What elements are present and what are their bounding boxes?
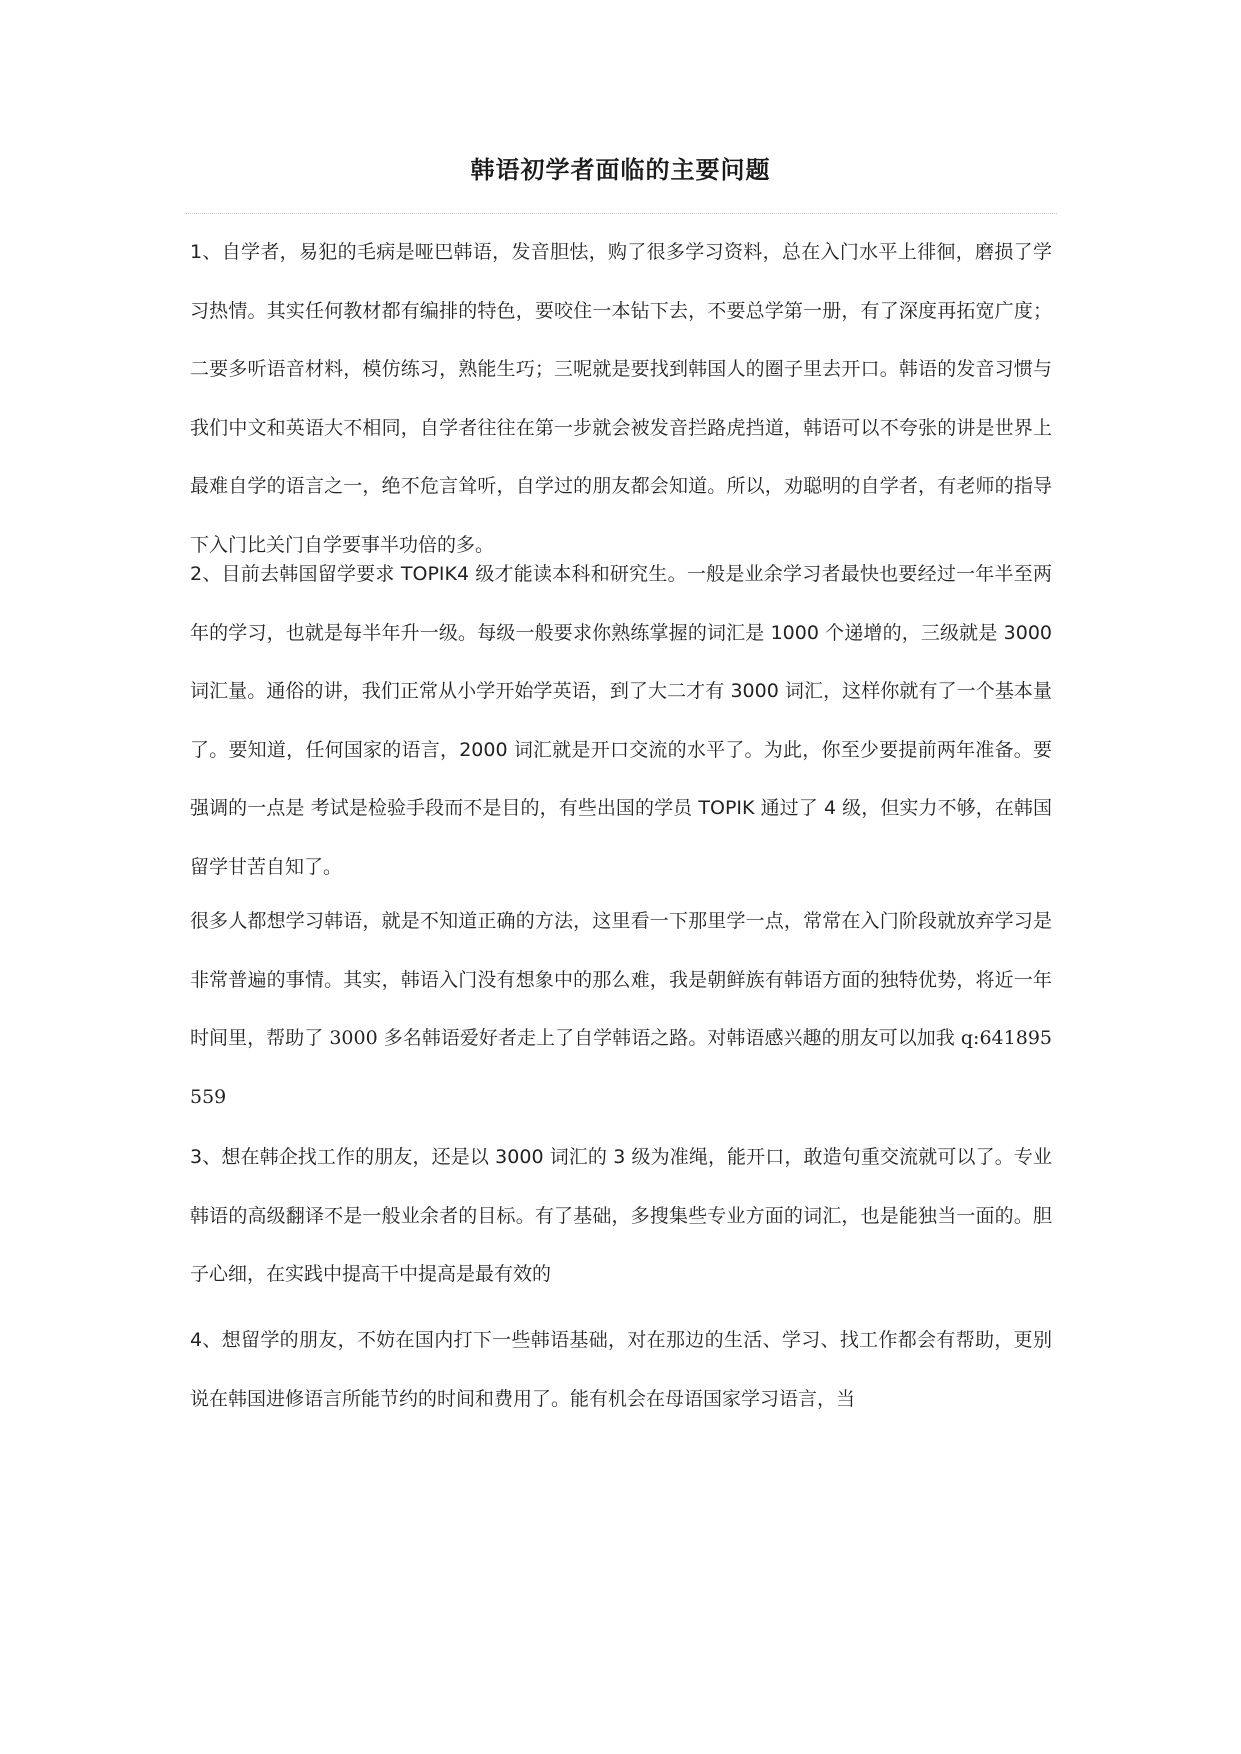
title-divider — [185, 213, 1057, 214]
document-title: 韩语初学者面临的主要问题 — [470, 156, 771, 184]
paragraph-1: 1、自学者，易犯的毛病是哑巴韩语，发音胆怯，购了很多学习资料，总在入门水平上徘徊，磨损了学习热情。其实任何教材都有编排的特色，要咬住一本钻下去，不要总学第一册，有了深度再拓宽广度；二要多听语音材料，模仿练习，熟能生巧；三呢就是要找到韩国人的圈子里去开口。韩语的发音习惯与我们中文和英语大不相同，自学者往往在第一步就会被发音拦路虎挡道，韩语可以不夸张的讲是世界上最难自学的语言之一，绝不危言耸听，自学过的朋友都会知道。所以，劝聪明的自学者，有老师的指导下入门比关门自学要事半功倍的多。 — [190, 241, 1052, 556]
paragraph-5: 4、想留学的朋友，不妨在国内打下一些韩语基础，对在那边的生活、学习、找工作都会有帮助，更别说在韩国进修语言所能节约的时间和费用了。能有机会在母语国家学习语言，当 — [190, 1329, 1052, 1410]
paragraph-2: 2、目前去韩国留学要求 TOPIK4 级才能读本科和研究生。一般是业余学习者最快也要经过一年半至两年的学习，也就是每半年升一级。每级一般要求你熟练掌握的词汇是 1000 个递增的，三级就是 3000 词汇量。通俗的讲，我们正常从小学开始学英语，到了大二才有 3000 词汇，这样你就有了一个基本量了。要知道，任何国家的语言，2000 词汇就是开口交流的水平了。为此，你至少要提前两年准备。要强调的一点是 考试是检验手段而不是目的，有些出国的学员 TOPIK 通过了 4 级，但实力不够，在韩国留学甘苦自知了。 — [190, 563, 1052, 878]
paragraph-3: 很多人都想学习韩语，就是不知道正确的方法，这里看一下那里学一点，常常在入门阶段就放弃学习是非常普遍的事情。其实，韩语入门没有想象中的那么难，我是朝鲜族有韩语方面的独特优势，将近一年时间里，帮助了 3000 多名韩语爱好者走上了自学韩语之路。对韩语感兴趣的朋友可以加我 q:641895559 — [190, 910, 1052, 1108]
paragraph-4: 3、想在韩企找工作的朋友，还是以 3000 词汇的 3 级为准绳，能开口，敢造句重交流就可以了。专业韩语的高级翻译不是一般业余者的目标。有了基础，多搜集些专业方面的词汇，也是能独当一面的。胆子心细，在实践中提高干中提高是最有效的 — [190, 1146, 1052, 1285]
